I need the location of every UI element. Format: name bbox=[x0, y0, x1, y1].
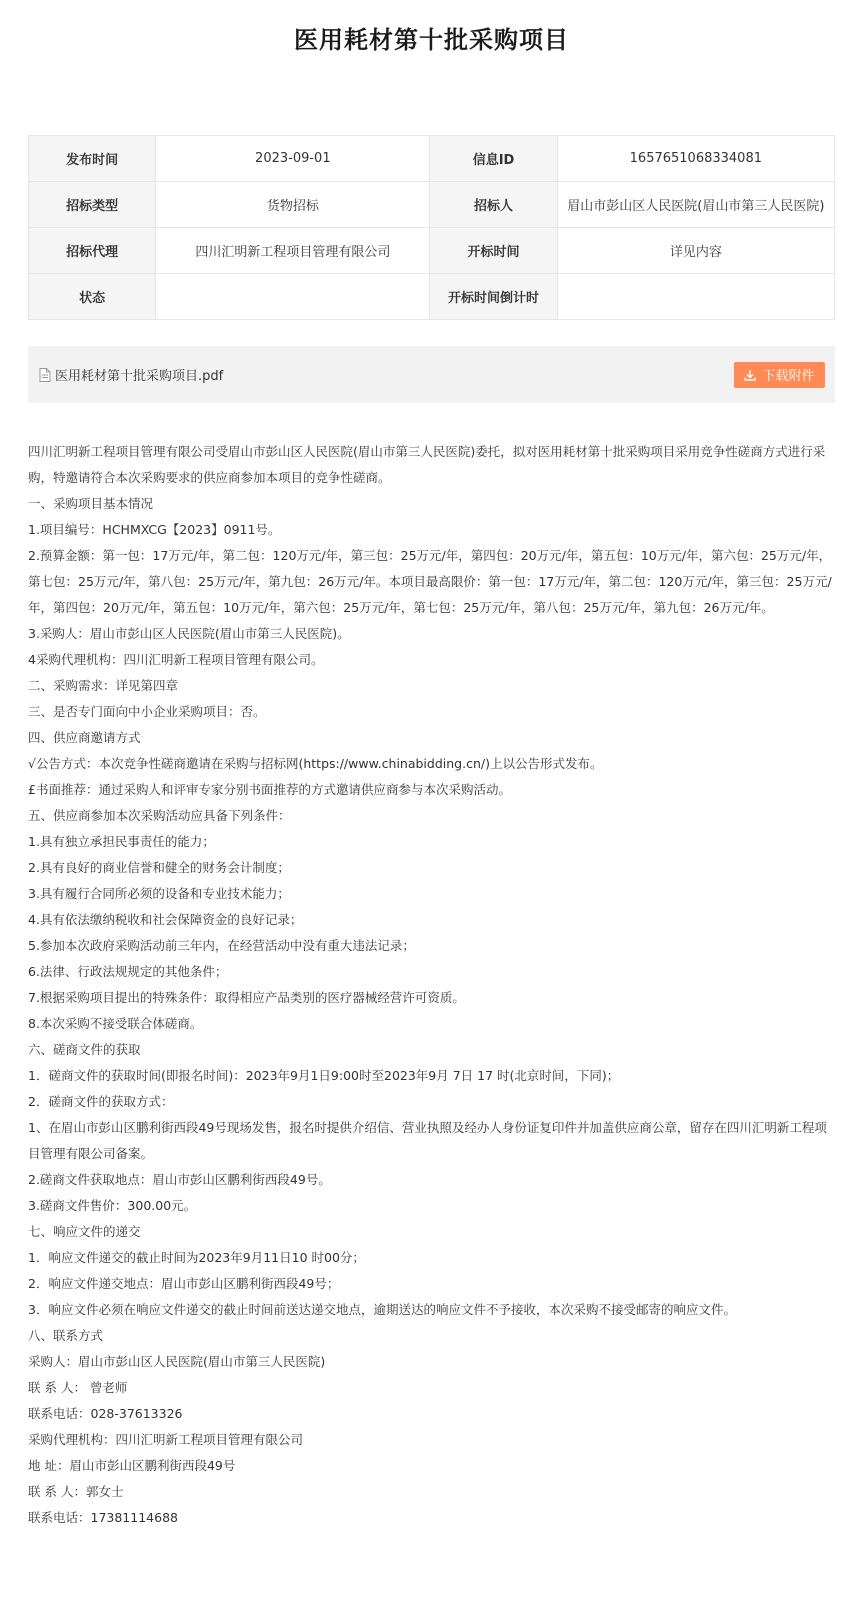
info-row bbox=[29, 136, 835, 182]
content-paragraph: 5.参加本次政府采购活动前三年内，在经营活动中没有重大违法记录； bbox=[28, 938, 415, 953]
download-label: 下载附件 bbox=[762, 369, 815, 384]
info-row bbox=[29, 274, 835, 320]
info-value bbox=[557, 274, 834, 320]
info-label: 开标时间倒计时 bbox=[430, 274, 557, 320]
attachment-bar bbox=[28, 346, 835, 403]
content-paragraph: 三、是否专门面向中小企业采购项目：否。 bbox=[28, 704, 266, 719]
info-label: 招标类型 bbox=[29, 182, 156, 228]
info-table bbox=[28, 135, 835, 320]
announcement-content bbox=[28, 439, 835, 1531]
file-icon bbox=[39, 368, 51, 382]
content-paragraph: 1、在眉山市彭山区鹏利街西段49号现场发售，报名时提供介绍信、营业执照及经办人身份证复印件并加盖供应商公章，留存在四川汇明新工程项目管理有限公司备案。 bbox=[28, 1120, 827, 1161]
download-icon bbox=[744, 369, 756, 381]
info-value: 2023-09-01 bbox=[156, 136, 430, 182]
content-paragraph: 2.磋商文件获取地点：眉山市彭山区鹏利街西段49号。 bbox=[28, 1172, 331, 1187]
info-value: 四川汇明新工程项目管理有限公司 bbox=[156, 228, 430, 274]
content-paragraph: 1.具有独立承担民事责任的能力； bbox=[28, 834, 215, 849]
content-paragraph: 1.项目编号：HCHMXCG【2023】0911号。 bbox=[28, 522, 281, 537]
info-row bbox=[29, 182, 835, 228]
content-paragraph: 联系电话：17381114688 bbox=[28, 1510, 178, 1525]
content-paragraph: £书面推荐：通过采购人和评审专家分别书面推荐的方式邀请供应商参与本次采购活动。 bbox=[28, 782, 511, 797]
content-paragraph: 五、供应商参加本次采购活动应具备下列条件： bbox=[28, 808, 291, 823]
content-paragraph: 二、采购需求：详见第四章 bbox=[28, 678, 179, 693]
info-label: 信息ID bbox=[430, 136, 557, 182]
attachment-file[interactable] bbox=[39, 365, 223, 384]
content-paragraph: 联 系 人： 曾老师 bbox=[28, 1380, 128, 1395]
info-value: 1657651068334081 bbox=[557, 136, 834, 182]
content-paragraph: 联 系 人：郭女士 bbox=[28, 1484, 124, 1499]
content-paragraph: 采购人：眉山市彭山区人民医院(眉山市第三人民医院) bbox=[28, 1354, 326, 1369]
content-paragraph: 四、供应商邀请方式 bbox=[28, 730, 141, 745]
info-value bbox=[156, 274, 430, 320]
content-paragraph: 3.磋商文件售价：300.00元。 bbox=[28, 1198, 197, 1213]
content-paragraph: 七、响应文件的递交 bbox=[28, 1224, 141, 1239]
content-paragraph: 7.根据采购项目提出的特殊条件：取得相应产品类别的医疗器械经营许可资质。 bbox=[28, 990, 465, 1005]
content-paragraph: 地 址：眉山市彭山区鹏利街西段49号 bbox=[28, 1458, 236, 1473]
content-paragraph: 6.法律、行政法规规定的其他条件； bbox=[28, 964, 228, 979]
content-paragraph: 3.具有履行合同所必须的设备和专业技术能力； bbox=[28, 886, 290, 901]
info-row bbox=[29, 228, 835, 274]
info-label: 招标人 bbox=[430, 182, 557, 228]
content-paragraph: 四川汇明新工程项目管理有限公司受眉山市彭山区人民医院(眉山市第三人民医院)委托，拟对医用耗材第十批采购项目采用竞争性磋商方式进行采购，特邀请符合本次采购要求的供应商参加本项目的竞争性磋商。 bbox=[28, 444, 826, 485]
content-paragraph: 8.本次采购不接受联合体磋商。 bbox=[28, 1016, 203, 1031]
content-paragraph: 一、采购项目基本情况 bbox=[28, 496, 154, 511]
content-paragraph: 2.具有良好的商业信誉和健全的财务会计制度； bbox=[28, 860, 290, 875]
info-label: 招标代理 bbox=[29, 228, 156, 274]
content-paragraph: 联系电话：028-37613326 bbox=[28, 1406, 183, 1421]
info-label: 发布时间 bbox=[29, 136, 156, 182]
content-paragraph: 采购代理机构：四川汇明新工程项目管理有限公司 bbox=[28, 1432, 304, 1447]
content-paragraph: √公告方式：本次竞争性磋商邀请在采购与招标网(https://www.chinabidding.cn/)上以公告形式发布。 bbox=[28, 756, 603, 771]
info-label: 状态 bbox=[29, 274, 156, 320]
info-value: 货物招标 bbox=[156, 182, 430, 228]
content-paragraph: 3．响应文件必须在响应文件递交的截止时间前送达递交地点，逾期送达的响应文件不予接收，本次采购不接受邮寄的响应文件。 bbox=[28, 1302, 736, 1317]
page-title: 医用耗材第十批采购项目 bbox=[294, 26, 569, 54]
info-label: 开标时间 bbox=[430, 228, 557, 274]
content-paragraph: 2．响应文件递交地点：眉山市彭山区鹏利街西段49号； bbox=[28, 1276, 340, 1291]
content-paragraph: 八、联系方式 bbox=[28, 1328, 104, 1343]
attachment-file-name: 医用耗材第十批采购项目.pdf bbox=[55, 369, 224, 384]
content-paragraph: 1．响应文件递交的截止时间为2023年9月11日10 时00分； bbox=[28, 1250, 365, 1265]
content-paragraph: 4.具有依法缴纳税收和社会保障资金的良好记录； bbox=[28, 912, 303, 927]
content-paragraph: 2．磋商文件的获取方式： bbox=[28, 1094, 174, 1109]
info-value: 详见内容 bbox=[557, 228, 834, 274]
info-value: 眉山市彭山区人民医院(眉山市第三人民医院) bbox=[557, 182, 834, 228]
content-paragraph: 1．磋商文件的获取时间(即报名时间)：2023年9月1日9:00时至2023年9月 7日 17 时(北京时间，下同)； bbox=[28, 1068, 620, 1083]
content-paragraph: 4采购代理机构：四川汇明新工程项目管理有限公司。 bbox=[28, 652, 324, 667]
download-attachment-button[interactable] bbox=[734, 362, 825, 388]
content-paragraph: 六、磋商文件的获取 bbox=[28, 1042, 141, 1057]
content-paragraph: 3.采购人：眉山市彭山区人民医院(眉山市第三人民医院)。 bbox=[28, 626, 350, 641]
content-paragraph: 2.预算金额：第一包：17万元/年，第二包：120万元/年，第三包：25万元/年，第四包：20万元/年，第五包：10万元/年，第六包：25万元/年，第七包：25万元/年，第八包：25万元/年，第九包：26万元/年。本项目最高限价：第一包：17万元/年，第二包：120万元/年，第三包：25万元/年，第四包：20万元/年，第五包：10万元/年，第六包：25万元/年，第七包：25万元/年，第八包：25万元/年，第九包：26万元/年。 bbox=[28, 548, 832, 615]
